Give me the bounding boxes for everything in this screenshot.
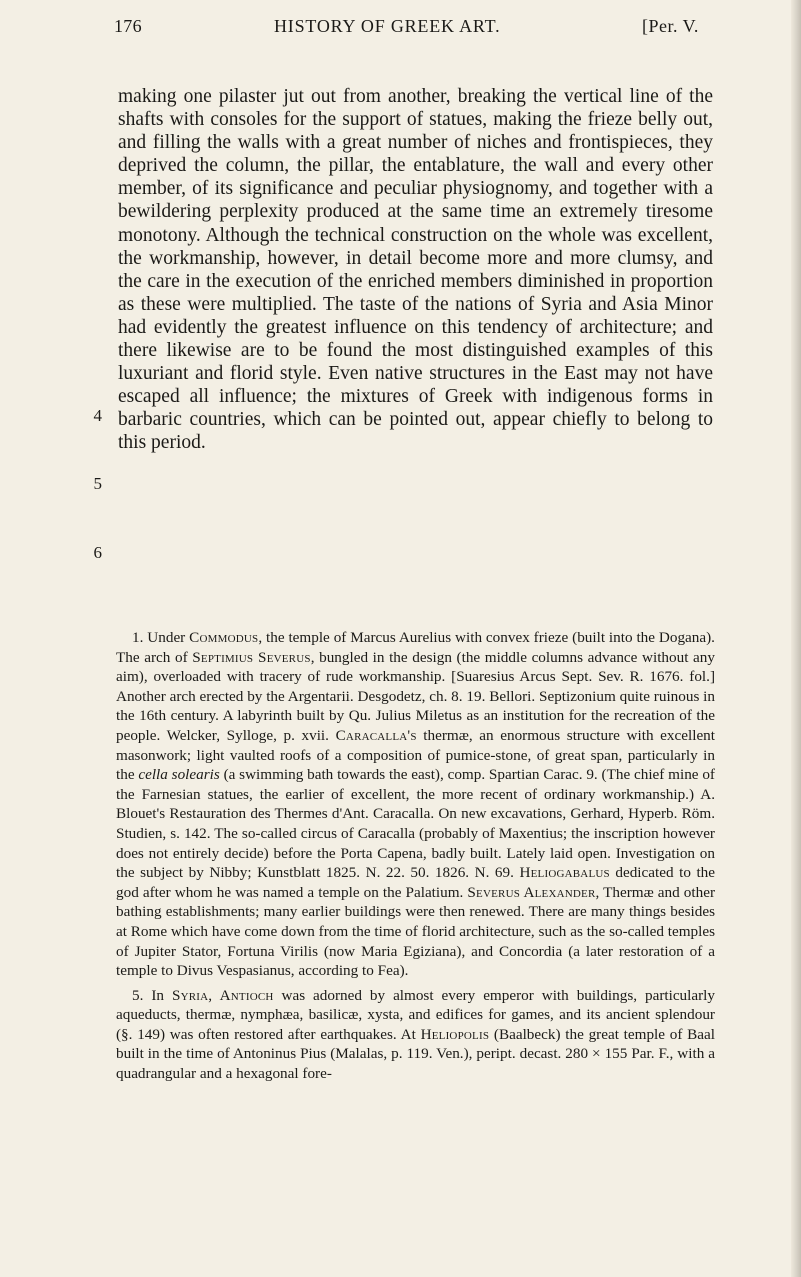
note-1-text-01: 1. Under bbox=[132, 629, 190, 646]
page-number: 176 bbox=[114, 16, 142, 36]
running-title: HISTORY OF GREEK ART. bbox=[274, 16, 501, 36]
note-1-text-05: , bungled in the design (the middle columns advance without any aim), overloaded with tracery of rude workmanship. [Suaresius Arcus Sept. Sev. R. 1676. fol.] Another arch erected by the Argentarii. Desgodetz, ch. 8. 19. Bellori. Septizonium quite ruinous in the 16th century. A labyrinth built by Qu. Julius Miletus as an institution for the recreation of the people. Welcker, Sylloge, p. xvii. bbox=[116, 648, 715, 744]
note-5-text-03: was adorned by almost every emperor with buildings, particularly aqueducts, thermæ, nymphæa, basilicæ, xysta, and edifices for games, and its ancient splendour (§. 149) was often restored after earthquakes. At bbox=[116, 986, 715, 1043]
running-header bbox=[0, 16, 801, 42]
margin-note-number-6: 6 bbox=[93, 543, 102, 562]
notes-section bbox=[116, 628, 715, 1084]
note-1-emperor-caracalla: Caracalla's bbox=[335, 726, 417, 744]
note-1-emperor-commodus: Commodus bbox=[189, 629, 259, 646]
note-1 bbox=[116, 628, 715, 981]
note-1-term-cella-solearis: cella solearis bbox=[138, 766, 220, 784]
note-1-text-13: , Thermæ and other bathing establishments; many earlier buildings were then renewed. There are many things besides at Rome which have come down from the time of florid architecture, such as the so-called temples of Jupiter Stator, Fortuna Virilis (now Maria Egiziana), and Concordia (a later restoration of a temple to Divus Vespasianus, according to Fea). bbox=[116, 883, 716, 980]
binding-edge bbox=[791, 0, 801, 1277]
note-5-place-heliopolis: Heliopolis bbox=[420, 1025, 490, 1043]
note-5-place-syria-antioch: Syria, Antioch bbox=[171, 986, 274, 1004]
note-1-emperor-severus-alexander: Severus Alexander bbox=[467, 883, 596, 901]
note-1-text-03: , the temple of Marcus Aurelius with convex frieze (built into the Dogana). The arch of bbox=[116, 629, 715, 666]
note-1-emperor-heliogabalus: Heliogabalus bbox=[519, 864, 610, 882]
note-1-emperor-septimius-severus: Septimius Severus bbox=[192, 648, 311, 666]
note-5-text-01: 5. In bbox=[132, 986, 172, 1004]
margin-note-number-5: 5 bbox=[93, 474, 102, 493]
main-text bbox=[118, 85, 713, 455]
note-1-text-09: (a swimming bath towards the east), comp. Spartian Carac. 9. (The chief mine of the Farnesian statues, the earlier of excellent, the more recent of ordinary workmanship.) A. Blouet's Restauration des Thermes d'Ant. Caracalla. On new excavations, Gerhard, Hyperb. Röm. Studien, s. 142. The so-called circus of Caracalla (probably of Maxentius; the inscription however does not entirely decide) before the Porta Capena, badly built. Lately laid open. Investigation on the subject by Nibby; Kunstblatt 1825. N. 22. 50. 1826. N. 69. bbox=[116, 766, 715, 882]
main-paragraph: making one pilaster jut out from another, breaking the vertical line of the shafts with consoles for the support of statues, making the frieze belly out, and filling the walls with a great number of niches and frontispieces, they deprived the column, the pillar, the entablature, the wall and every other member, of its significance and peculiar physiognomy, and together with a bewildering perplexity produced at the same time an extremely tiresome monotony. Although the technical construction on the whole was excellent, the workmanship, however, in detail become more and more clumsy, and the care in the execution of the enriched members diminished in proportion as these were multiplied. The taste of the nations of Syria and Asia Minor had evidently the greatest influence on this tendency of architecture; and there likewise are to be found the most distinguished examples of this luxuriant and florid style. Even native structures in the East may not have escaped all influence; the mixtures of Greek with indigenous forms in barbaric countries, which can be pointed out, appear chiefly to belong to this period. bbox=[118, 86, 713, 454]
note-1-text-07: thermæ, an enormous structure with excellent masonwork; light vaulted roofs of a composition of pumice-stone, of great span, particularly in the bbox=[116, 726, 715, 784]
period-marker: [Per. V. bbox=[642, 16, 699, 36]
margin-note-number-4: 4 bbox=[93, 406, 102, 425]
note-5 bbox=[116, 986, 715, 1084]
note-1-text-11: dedicated to the god after whom he was named a temple on the Palatium. bbox=[116, 864, 715, 901]
note-5-text-05: (Baalbeck) the great temple of Baal built in the time of Antoninus Pius (Malalas, p. 119. Ven.), peript. decast. 280 × 155 Par. F., with a quadrangular and a hexagonal fore- bbox=[116, 1025, 716, 1083]
